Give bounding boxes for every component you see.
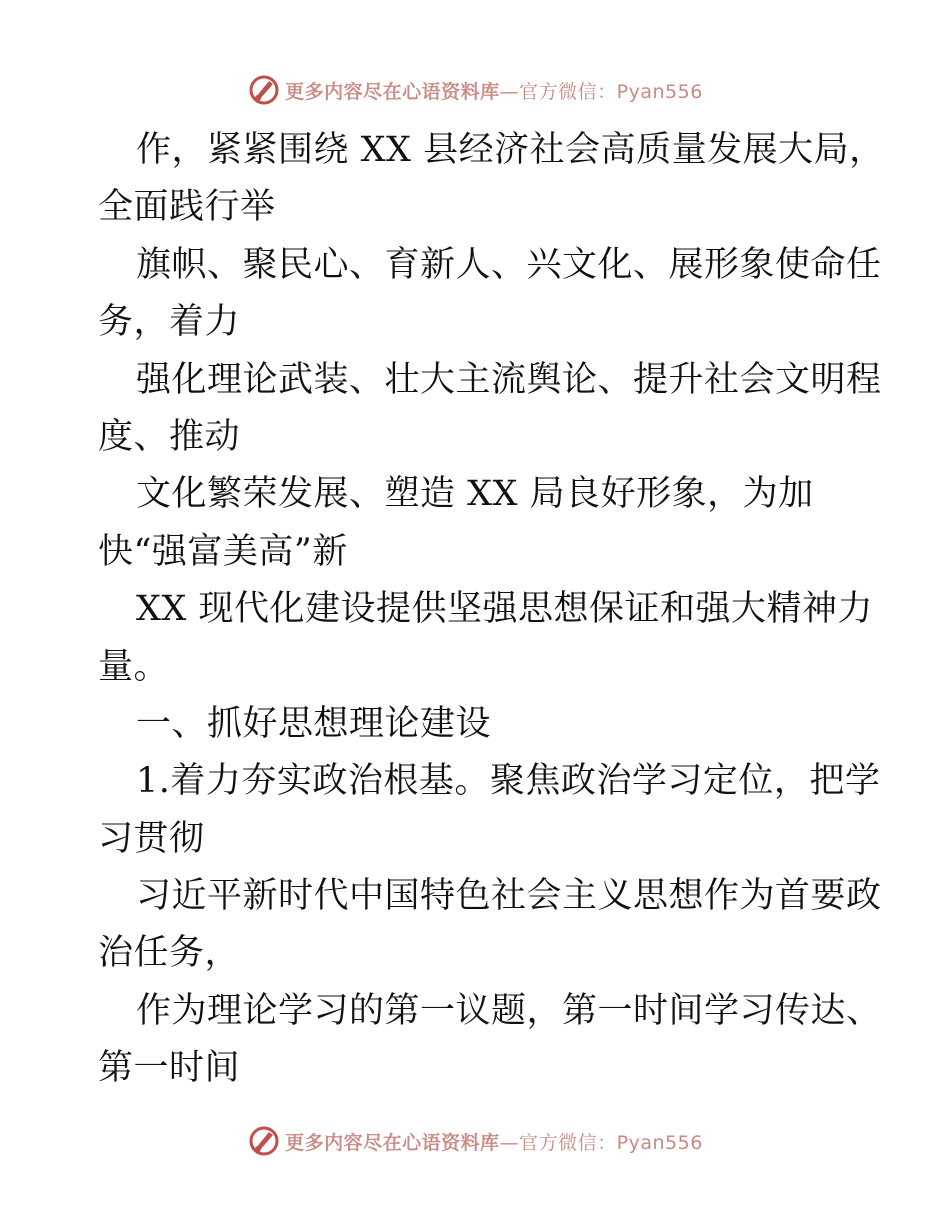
text-line: 量。 — [98, 646, 170, 687]
brush-seal-icon — [247, 1124, 281, 1158]
text-line: 强化理论武装、壮大主流舆论、提升社会文明程 — [136, 359, 882, 400]
text-line: 习贯彻 — [98, 818, 205, 859]
watermark-main-text: 更多内容尽在心语资料库 — [285, 1131, 500, 1154]
watermark-header — [0, 68, 950, 112]
watermark-contact-text: —官方微信：Pyan556 — [499, 1131, 703, 1154]
text-line: 快“强富美高”新 — [98, 531, 348, 572]
text-line: 治任务， — [98, 933, 241, 974]
watermark-contact-text: —官方微信：Pyan556 — [499, 80, 703, 103]
document-body — [98, 122, 885, 1098]
text-line: 1.着力夯实政治根基。聚焦政治学习定位，把学 — [136, 761, 881, 802]
brush-seal-icon — [247, 73, 281, 107]
text-line: 作，紧紧围绕 XX 县经济社会高质量发展大局， — [136, 130, 885, 170]
text-line: 务，着力 — [98, 302, 241, 343]
section-heading: 一、抓好思想理论建设 — [136, 703, 492, 744]
text-line: 作为理论学习的第一议题，第一时间学习传达、 — [136, 990, 882, 1031]
text-line: 第一时间 — [98, 1048, 241, 1089]
text-line: 度、推动 — [98, 416, 241, 457]
text-line: XX 现代化建设提供坚强思想保证和强大精神力 — [136, 589, 873, 630]
text-line: 旗帜、聚民心、育新人、兴文化、展形象使命任 — [136, 244, 882, 285]
watermark-main-text: 更多内容尽在心语资料库 — [285, 80, 500, 103]
text-line: 全面践行举 — [98, 187, 276, 228]
watermark-footer — [0, 1119, 950, 1163]
text-line: 习近平新时代中国特色社会主义思想作为首要政 — [136, 876, 882, 917]
text-line: 文化繁荣发展、塑造 XX 局良好形象，为加 — [136, 474, 814, 515]
